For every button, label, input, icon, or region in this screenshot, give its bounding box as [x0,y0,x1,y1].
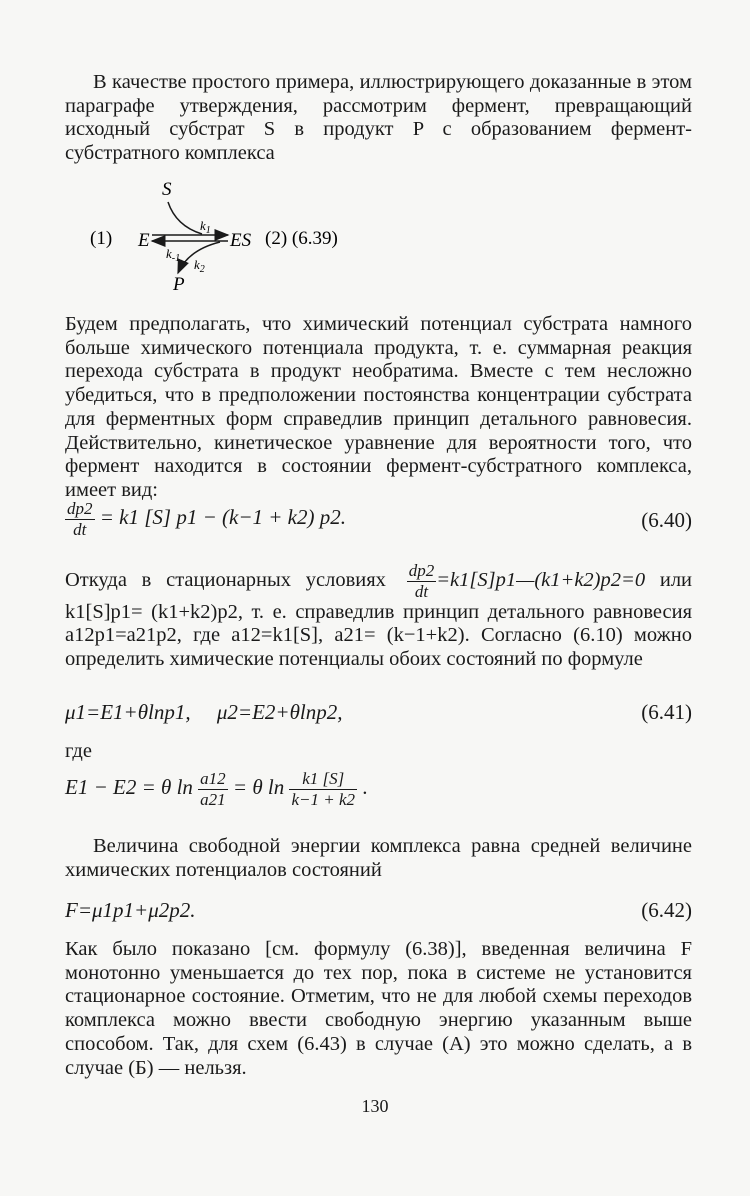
scheme-label-right: (2) (6.39) [265,228,338,249]
eq641-body: μ1=E1+θlnp1, μ2=E2+θlnp2, [65,700,343,724]
equation-6-42 [65,898,692,923]
eq640-number: (6.40) [641,508,692,532]
scheme-label-left: (1) [90,228,113,249]
page-number: 130 [361,1096,389,1116]
eq641-number: (6.41) [641,700,692,724]
eqE-fraction-a-den: a21 [200,789,226,809]
scheme-rate-k1: $k_1$ [200,218,211,236]
equation-6-40 [65,500,692,539]
equation-6-41 [65,700,692,725]
stationary-intro: Откуда в стационарных условиях [65,569,386,592]
stationary-fraction-den: dt [414,581,429,601]
eqE-fraction-k [289,770,357,809]
paragraph-assumption: Будем предполагать, что химический потенциал субстрата намного больше химического потенциала продукта, т. е. суммарная реакция перехода субстрата в продукт необратима. Вместе с тем несложно убедиться, что в предположении постоянства концентрации субстрата для ферментных форм справедлив принцип детального равновесия. Действительно, кинетическое уравнение для вероятности того, что фермент находится в состоянии фермент-субстратного комплекса, имеет вид: [65,313,692,501]
eqE-end: . [362,775,368,800]
scheme-arrow-s-in [168,202,202,234]
word-where: где [65,740,92,762]
scheme-species-ES: ES [230,230,252,251]
eq640-numerator: dp2 [67,499,93,518]
eqE-fraction-a-num: a12 [200,769,226,788]
stationary-fraction-num: dp2 [408,561,435,580]
eq642-number: (6.42) [641,898,692,922]
eqE-fraction-k-num: k1 [S] [289,770,357,790]
eq642-body: F=μ1p1+μ2p2. [65,898,196,922]
scheme-rate-k2: $k_2$ [194,257,205,275]
scheme-species-P: P [173,274,185,295]
eq640-fraction [65,500,95,539]
eqE-lhs: E1 − E2 = θ ln [65,775,193,800]
scheme-species-S: S [162,179,172,200]
paragraph-conclusion: Как было показано [см. формулу (6.38)], введенная величина F монотонно уменьшается до тех пор, пока в системе не установится стационарное состояние. Отметим, что не для любой схемы переходов комплекса можно ввести свободную энергию указанным выше способом. Так, для схем (6.43) в случае (А) это можно сделать, а в случае (Б) — нельзя. [65,938,692,1079]
eq640-denominator: dt [73,519,87,539]
paragraph-free-energy: Величина свободной энергии комплекса равна средней величине химических потенциалов состояний [65,835,692,881]
equation-potential-difference [65,770,692,809]
stationary-equation: =k1[S]p1—(k1+k2)p2=0 [436,569,646,592]
stationary-rest: или k1[S]p1= (k1+k2)p2, т. е. справедлив принцип детального равновесия a12p1=a21p2, где a12=k1[S], a21= (k−1+k2). Согласно (6.10) можно определить химические потенциалы обоих состояний по формуле [65,569,693,671]
reaction-scheme [80,178,400,298]
paragraph-stationary [65,562,692,672]
paragraph-intro: В качестве простого примера, иллюстрирующего доказанные в этом параграфе утверждения, рассмотрим фермент, превращающий исходный субстрат S в продукт P с образованием фермент-субстратного комплекса [65,71,692,165]
stationary-fraction [407,562,437,601]
eqE-mid: = θ ln [232,775,285,800]
scheme-rate-k-1: $k_{-1}$ [166,246,181,264]
eqE-fraction-k-den: k−1 + k2 [291,789,356,809]
scheme-species-E: E [138,230,150,251]
eq640-rhs: = k1 [S] p1 − (k−1 + k2) p2. [99,505,346,530]
eqE-fraction-a [198,770,228,809]
